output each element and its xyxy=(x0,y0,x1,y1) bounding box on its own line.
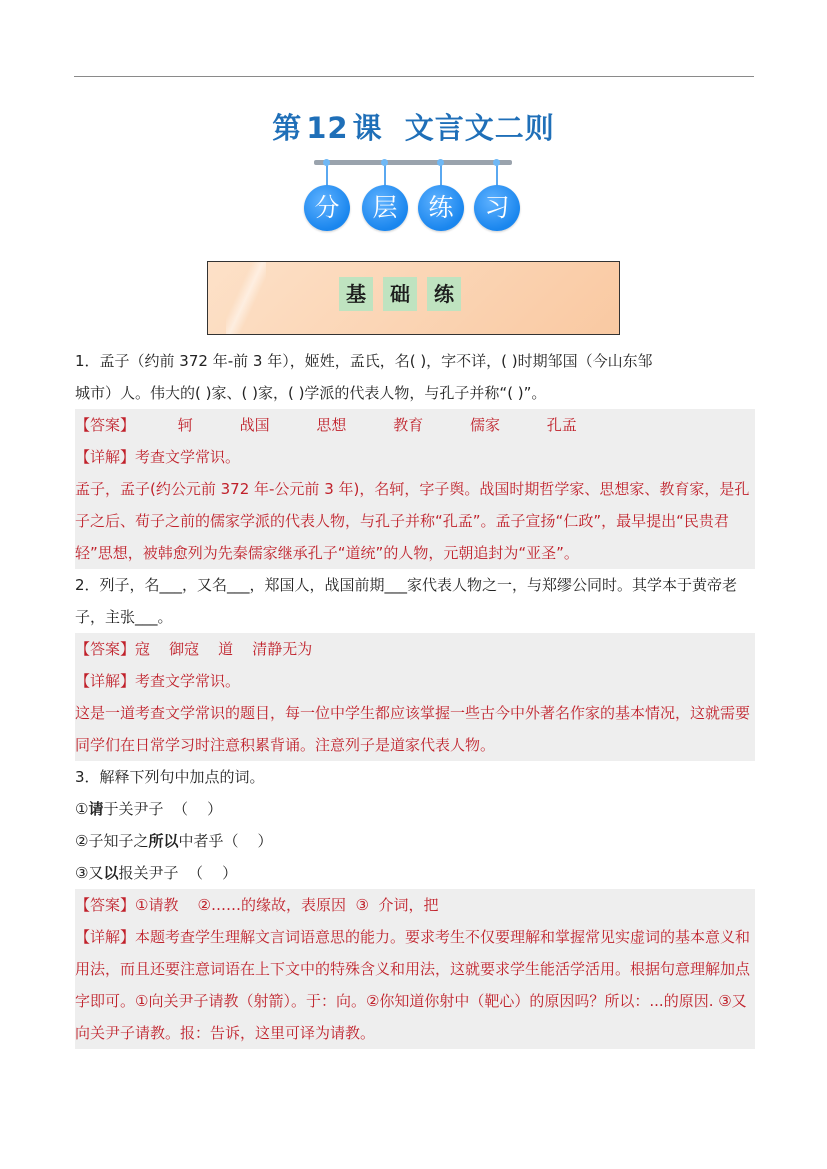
q3-answer-block xyxy=(75,889,755,1049)
item-pre: ③又 xyxy=(75,864,104,882)
banner-dot xyxy=(493,159,500,166)
banner-dot xyxy=(381,159,388,166)
answer-item: 思想 xyxy=(316,416,347,434)
detail-body: 本题考查学生理解文言词语意思的能力。要求考生不仅要理解和掌握常见实虚词的基本意义和用法，而且还要注意词语在上下文中的特殊含义和用法，这就要求学生能活学活用。根据句意理解加点字即可。①向关尹子请教（射箭）。于：向。②你知道你射中（靶心）的原因吗？所以：...的原因. ③又向关尹子请教。报：告诉，这里可译为请教。 xyxy=(75,928,751,1042)
q1-detail-head xyxy=(75,441,755,473)
item-post: 报关尹子 （ ） xyxy=(118,864,238,882)
layer-char-4: 习 xyxy=(474,185,520,231)
q3-item-3 xyxy=(75,857,755,889)
detail-tag: 【详解】 xyxy=(75,928,136,946)
answer-tag: 【答案】 xyxy=(75,416,136,434)
basic-char-1: 基 xyxy=(339,277,373,311)
answer-item: 孔孟 xyxy=(546,416,577,434)
item-bold: 所以 xyxy=(148,832,179,850)
detail-tag: 【详解】 xyxy=(75,448,136,466)
q3-item-2 xyxy=(75,825,755,857)
layered-practice-banner xyxy=(302,158,526,234)
answer-item: 教育 xyxy=(393,416,424,434)
layer-char-1: 分 xyxy=(304,185,350,231)
detail-head: 考查文学常识。 xyxy=(135,448,241,466)
item-post: 于关尹子 （ ） xyxy=(103,800,223,818)
title-num: 12 xyxy=(306,111,349,145)
q3-item-1 xyxy=(75,793,755,825)
q3-detail xyxy=(75,921,755,1049)
detail-tag: 【详解】 xyxy=(75,672,136,690)
answer-item: 战国 xyxy=(239,416,270,434)
q1-answer xyxy=(75,409,755,441)
q2-text: 2．列子，名___，又名___，郑国人，战国前期___家代表人物之一，与郑缪公同时。其学本于黄帝老子，主张___。 xyxy=(75,576,738,626)
box-highlight xyxy=(226,262,266,334)
banner-dot xyxy=(323,159,330,166)
title-suffix: 课 xyxy=(352,111,383,145)
answer-tag: 【答案】 xyxy=(75,640,136,658)
answer-text: 寇 御寇 道 清静无为 xyxy=(135,640,313,658)
lesson-title xyxy=(0,106,827,147)
questions xyxy=(75,345,755,1049)
basic-practice-label xyxy=(339,277,461,311)
q3-stem: 3．解释下列句中加点的词。 xyxy=(75,768,265,786)
q1-detail-body: 孟子，孟子(约公元前 372 年-公元前 3 年)，名轲，字子舆。战国时期哲学家、思想家、教育家，是孔子之后、荀子之前的儒家学派的代表人物，与孔子并称“孔孟”。孟子宣扬“仁政”，最早提出“民贵君轻”思想，被韩愈列为先秦儒家继承孔子“道统”的人物，元朝追封为“亚圣”。 xyxy=(75,480,750,562)
q2-detail-head xyxy=(75,665,755,697)
answer-item: 儒家 xyxy=(469,416,500,434)
basic-practice-box xyxy=(207,261,620,335)
q2-detail-body: 这是一道考查文学常识的题目，每一位中学生都应该掌握一些古今中外著名作家的基本情况，这就需要同学们在日常学习时注意积累背诵。注意列子是道家代表人物。 xyxy=(75,704,751,754)
top-rule xyxy=(74,76,754,77)
q1-line-1: 1．孟子（约前 372 年-前 3 年），姬姓，孟氏，名( )，字不详，( )时期邹国（今山东邹 xyxy=(75,352,653,370)
q2-answer xyxy=(75,633,755,665)
title-prefix: 第 xyxy=(272,111,303,145)
detail-head: 考查文学常识。 xyxy=(135,672,241,690)
item-bold: 以 xyxy=(103,864,119,882)
item-pre: ① xyxy=(75,800,89,818)
banner-bar xyxy=(314,160,512,165)
q3-answer xyxy=(75,889,755,921)
answer-text: ①请教 ②……的缘故，表原因 ③ 介词，把 xyxy=(135,896,439,914)
basic-char-3: 练 xyxy=(427,277,461,311)
q1-answer-block xyxy=(75,409,755,569)
q2-answer-block xyxy=(75,633,755,761)
answer-tag: 【答案】 xyxy=(75,896,136,914)
banner-dot xyxy=(437,159,444,166)
layer-char-3: 练 xyxy=(418,185,464,231)
item-bold: 请 xyxy=(88,800,104,818)
item-pre: ②子知子之 xyxy=(75,832,149,850)
answer-item: 轲 xyxy=(177,416,193,434)
basic-char-2: 础 xyxy=(383,277,417,311)
item-post: 中者乎（ ） xyxy=(178,832,273,850)
title-name: 文言文二则 xyxy=(404,111,555,145)
layer-char-2: 层 xyxy=(362,185,408,231)
q1-line-2: 城市）人。伟大的( )家、( )家，( )学派的代表人物，与孔子并称“( )”。 xyxy=(75,384,547,402)
